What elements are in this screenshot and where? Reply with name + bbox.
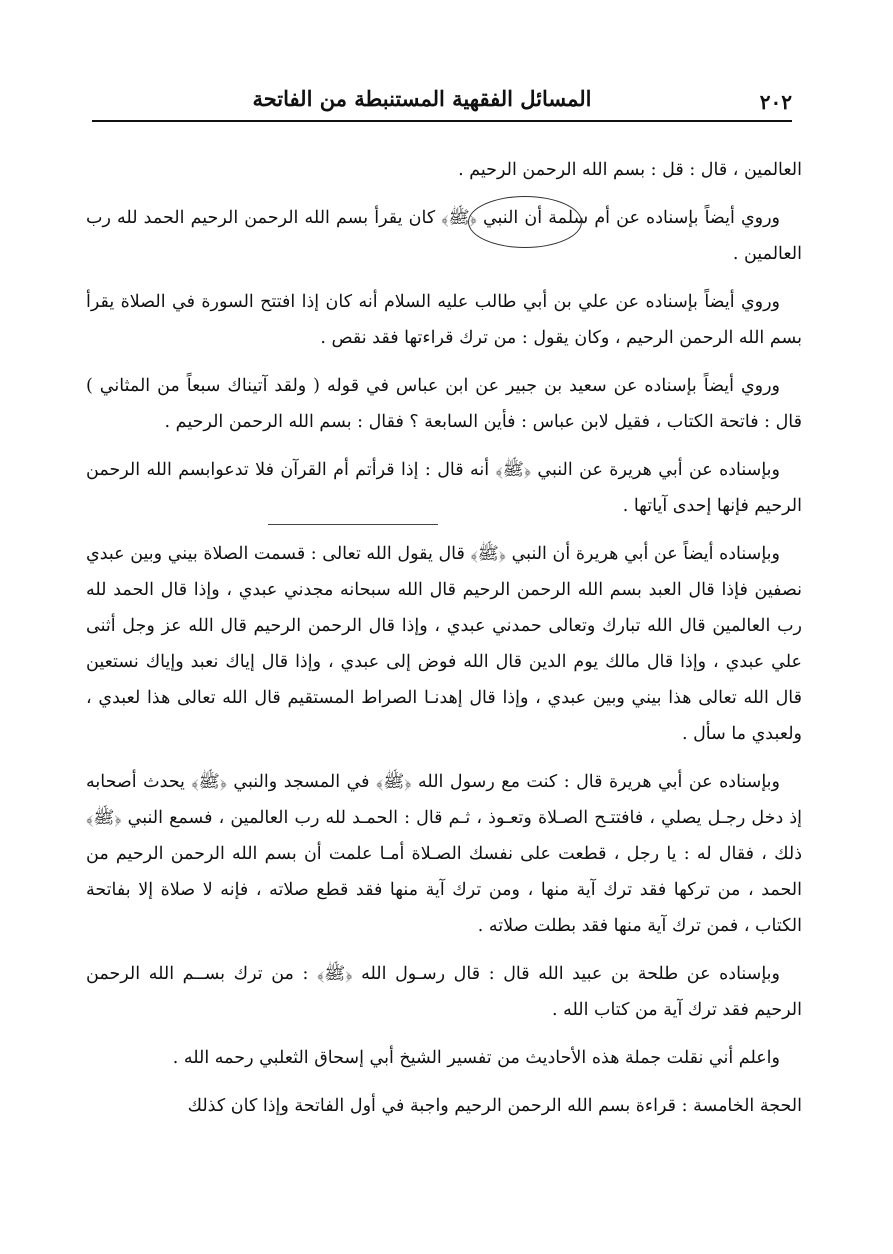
paragraph-5: وبإسناده عن أبي هريرة عن النبي ﴿ﷺ﴾ أنه قال : إذا قرأتم أم القرآن فلا تدعوابسم الله الرحمن الرحيم فإنها إحدى آياتها . bbox=[86, 460, 802, 516]
paragraph-9: واعلم أني نقلت جملة هذه الأحاديث من تفسير الشيخ أبي إسحاق الثعلبي رحمه الله . bbox=[172, 1048, 780, 1068]
page-body bbox=[86, 152, 802, 1136]
paragraph-7: وبإسناده عن أبي هريرة قال : كنت مع رسول الله ﴿ﷺ﴾ في المسجد والنبي ﴿ﷺ﴾ يحدث أصحابه إذ دخل رجـل يصلي ، فافتتـح الصـلاة وتعـوذ ، ثـم قال : الحمـد لله رب العالمين ، فسمع النبي ﴿ﷺ﴾ ذلك ، فقال له : يا رجل ، قطعت على نفسك الصـلاة أمـا علمت أن بسم الله الرحمن الرحيم من الحمد ، من تركها فقد ترك آية منها ، ومن ترك آية منها فقد قطع صلاته ، فإنه لا صلاة إلا بفاتحة الكتاب ، فمن ترك آية منها فقد بطلت صلاته . bbox=[86, 772, 802, 936]
paragraph-1: العالمين ، قال : قل : بسم الله الرحمن الرحيم . bbox=[458, 160, 802, 180]
paragraph-6: وبإسناده أيضاً عن أبي هريرة أن النبي ﴿ﷺ﴾ قال يقول الله تعالى : قسمت الصلاة بيني وبين عبدي نصفين فإذا قال العبد بسم الله الرحمن الرحيم قال الله سبحانه مجدني عبدي ، وإذا قال الحمد لله رب العالمين قال الله تبارك وتعالى حمدني عبدي ، وإذا قال الرحمن الرحيم قال الله عز وجل أثنى علي عبدي ، وإذا قال مالك يوم الدين قال الله فوض إلى عبدي ، وإذا قال إياك نعبد وإياك نستعين قال الله تعالى هذا بيني وبين عبدي ، وإذا قال إهدنـا الصراط المستقيم قال الله تعالى هذا لعبدي ، ولعبدي ما سأل . bbox=[86, 544, 802, 744]
paragraph-2: وروي أيضاً بإسناده عن أم سلمة أن النبي ﴿ﷺ﴾ كان يقرأ بسم الله الرحمن الرحيم الحمد لله رب العالمين . bbox=[86, 208, 802, 264]
paragraph-10: الحجة الخامسة : قراءة بسم الله الرحمن الرحيم واجبة في أول الفاتحة وإذا كان كذلك bbox=[187, 1096, 802, 1116]
page-header bbox=[92, 82, 792, 118]
paragraph-8: وبإسناده عن طلحة بن عبيد الله قال : قال رسـول الله ﴿ﷺ﴾ : من ترك بســم الله الرحمن الرحيم فقد ترك آية من كتاب الله . bbox=[86, 964, 802, 1020]
paragraph-3: وروي أيضاً بإسناده عن علي بن أبي طالب عليه السلام أنه كان إذا افتتح السورة في الصلاة يقرأ بسم الله الرحمن الرحيم ، وكان يقول : من ترك قراءتها فقد نقص . bbox=[86, 292, 802, 348]
page-number: ٢٠٢ bbox=[759, 90, 792, 114]
paragraph-4: وروي أيضاً بإسناده عن سعيد بن جبير عن ابن عباس في قوله ( ولقد آتيناك سبعاً من المثاني ) قال : فاتحة الكتاب ، فقيل لابن عباس : فأين السابعة ؟ فقال : بسم الله الرحمن الرحيم . bbox=[86, 376, 802, 432]
header-divider bbox=[92, 120, 792, 122]
running-title: المسائل الفقهية المستنبطة من الفاتحة bbox=[252, 86, 592, 111]
